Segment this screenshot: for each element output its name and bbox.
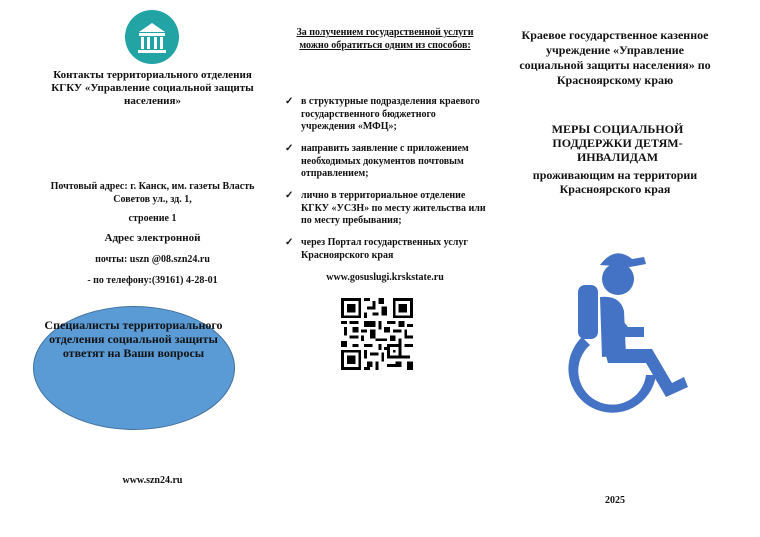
email-address: почты: uszn @08.szn24.ru bbox=[95, 254, 210, 265]
brochure-title: МЕРЫ СОЦИАЛЬНОЙ ПОДДЕРЖКИ ДЕТЯМ-ИНВАЛИДАМ bbox=[551, 122, 684, 164]
website-link-gosuslugi[interactable]: www.gosuslugi.krskstate.ru bbox=[326, 272, 444, 283]
check-mark-icon: ✓ bbox=[285, 96, 294, 107]
phone-number: - по телефону:(39161) 4-28-01 bbox=[87, 275, 218, 286]
postal-address: Почтовый адрес: г. Канск, им. газеты Власть Советов ул., зд. 1, bbox=[50, 181, 255, 205]
website-link-szn24[interactable]: www.szn24.ru bbox=[122, 475, 183, 486]
specialists-oval-text: Специалисты территориального отделения социальной защиты ответят на Ваши вопросы bbox=[44, 318, 223, 360]
bullet-text: в структурные подразделения краевого государственного бюджетного учреждения «МФЦ»; bbox=[301, 96, 480, 132]
organization-name: Краевое государственное казенное учреждение «Управление социальной защиты населения» по Красноярскому краю bbox=[519, 28, 711, 87]
building-columns-icon bbox=[125, 10, 179, 64]
contacts-title: Контакты территориального отделения КГКУ «Управление социальной защиты населения» bbox=[51, 69, 254, 107]
bullet-text: направить заявление с приложением необходимых документов почтовым отправлением; bbox=[301, 143, 469, 179]
qr-code-icon[interactable] bbox=[341, 298, 413, 370]
services-heading: За получением государственной услуги можно обратиться одним из способов: bbox=[296, 27, 474, 51]
bullet-text: через Портал государственных услуг Красноярского края bbox=[301, 237, 468, 261]
check-mark-icon: ✓ bbox=[285, 143, 294, 154]
email-label: Адрес электронной bbox=[104, 232, 201, 244]
postal-address-building: строение 1 bbox=[128, 213, 177, 224]
bullet-text: лично в территориальное отделение КГКУ «УСЗН» по месту жительства или по месту пребывания; bbox=[301, 190, 486, 226]
brochure-subtitle: проживающим на территории Красноярского края bbox=[532, 168, 698, 196]
child-wheelchair-icon bbox=[560, 245, 710, 445]
year: 2025 bbox=[605, 495, 625, 506]
check-mark-icon: ✓ bbox=[285, 237, 294, 248]
logo bbox=[125, 10, 179, 64]
check-mark-icon: ✓ bbox=[285, 190, 294, 201]
